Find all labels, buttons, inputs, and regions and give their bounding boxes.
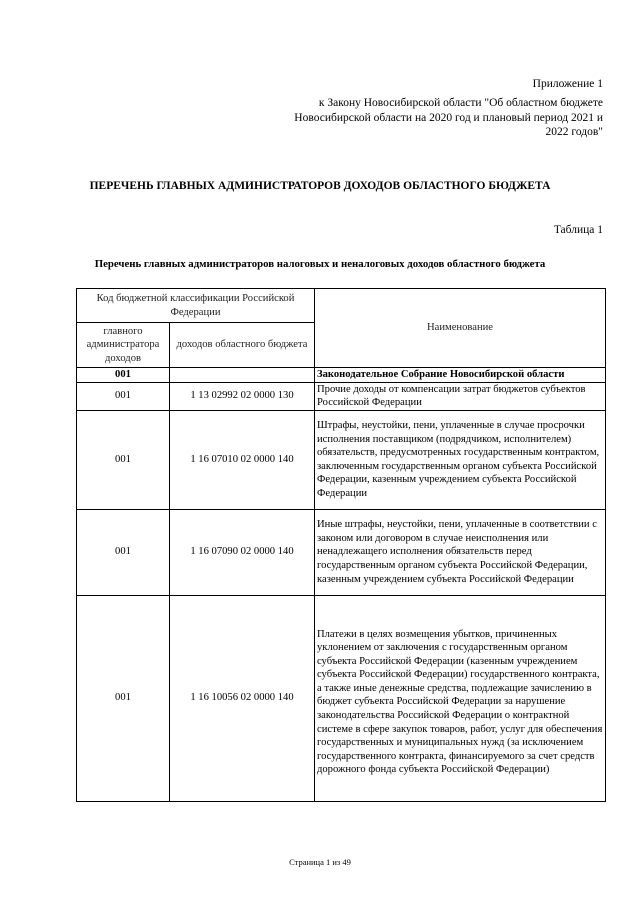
header-admin-cell: главного администратора доходов [77, 323, 170, 368]
income-code-cell: 1 16 07010 02 0000 140 [170, 410, 315, 509]
income-code-cell: 1 13 02992 02 0000 130 [170, 382, 315, 410]
revenue-administrators-table [76, 288, 606, 802]
name-cell: Платежи в целях возмещения убытков, причиненных уклонением от заключения с государственным органом субъекта Российской Федерации (казенным учреждением субъекта Российской Федерации) государственного контракта, а также иные денежные средства, подлежащие зачислению в бюджет субъекта Российской Федерации за нарушение законодательства Российской Федерации о контрактной системе в сфере закупок товаров, работ, услуг для обеспечения государственных и муниципальных нужд (за исключением государственного контракта, финансируемого за счет средств дорожного фонда субъекта Российской Федерации) [315, 595, 606, 801]
header-income-cell: доходов областного бюджета [170, 323, 315, 368]
header-group-cell: Код бюджетной классификации Российской Федерации [77, 289, 315, 323]
admin-code-cell: 001 [77, 368, 170, 383]
admin-code-cell: 001 [77, 595, 170, 801]
header-name-cell: Наименование [315, 289, 606, 368]
name-cell: Прочие доходы от компенсации затрат бюджетов субъектов Российской Федерации [315, 382, 606, 410]
income-code-cell: 1 16 07090 02 0000 140 [170, 509, 315, 595]
appendix-title: Приложение 1 [532, 78, 603, 90]
table-row [77, 509, 606, 595]
admin-code-cell: 001 [77, 382, 170, 410]
name-cell: Иные штрафы, неустойки, пени, уплаченные в соответствии с законом или договором в случае неисполнения или ненадлежащего исполнения обязательств перед государственным органом субъекта Российской Федерации, казенным учреждением субъекта Российской Федерации [315, 509, 606, 595]
admin-code-cell: 001 [77, 509, 170, 595]
admin-code-cell: 001 [77, 410, 170, 509]
table-row [77, 382, 606, 410]
page-footer: Страница 1 из 49 [289, 857, 351, 867]
table-group-row [77, 368, 606, 383]
income-code-cell: 1 16 10056 02 0000 140 [170, 595, 315, 801]
name-cell: Штрафы, неустойки, пени, уплаченные в случае просрочки исполнения поставщиком (подрядчиком, исполнителем) обязательств, предусмотренных государственным контрактом, заключенным государственным органом субъекта Российской Федерации, казенным учреждением субъекта Российской Федерации [315, 410, 606, 509]
table-header-row [77, 289, 606, 323]
appendix-subtitle: к Закону Новосибирской области "Об областном бюджете Новосибирской области на 2020 год и плановый период 2021 и 2022 годов" [294, 97, 603, 138]
table-subtitle: Перечень главных администраторов налоговых и неналоговых доходов областного бюджета [94, 258, 546, 270]
table-row [77, 410, 606, 509]
table-label: Таблица 1 [553, 224, 603, 236]
group-name-cell: Законодательное Собрание Новосибирской области [315, 368, 606, 383]
income-code-cell [170, 368, 315, 383]
document-title: ПЕРЕЧЕНЬ ГЛАВНЫХ АДМИНИСТРАТОРОВ ДОХОДОВ ОБЛАСТНОГО БЮДЖЕТА [89, 180, 551, 192]
table-row [77, 595, 606, 801]
